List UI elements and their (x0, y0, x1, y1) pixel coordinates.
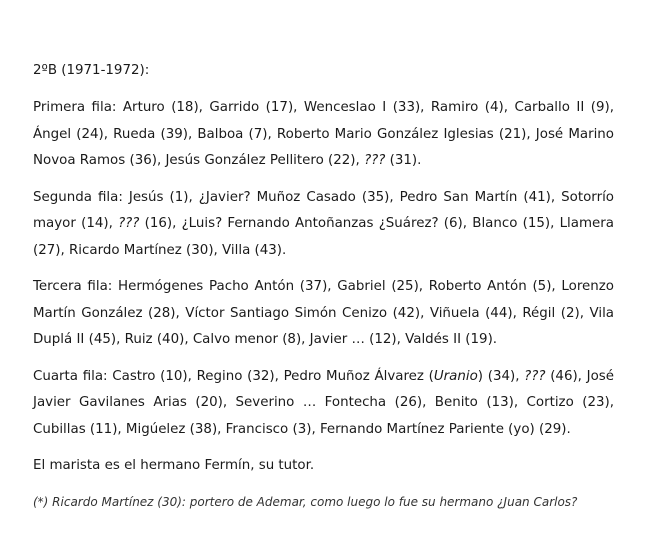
row-cuarta-text-b: ) (34), (477, 368, 525, 384)
row-segunda-text-b: (16), ¿Luis? Fernando Antoñanzas ¿Suárez? (6), Blanco (15), Llamera (27), Ricardo Martínez (30), Villa (43). (33, 216, 614, 258)
row-primera-tail: (31). (385, 153, 422, 168)
row-tercera: Tercera fila: Hermógenes Pacho Antón (37), Gabriel (25), Roberto Antón (5), Lorenzo Martín González (28), Víctor Santiago Simón Cenizo (42), Viñuela (44), Régil (2), Vila Duplá II (45), Ruiz (40), Calvo menor (8), Javier … (12), Valdés II (19). (33, 279, 614, 347)
unknown-name: ??? (364, 153, 386, 168)
row-primera (33, 95, 614, 175)
class-heading: 2ºB (1971-1972): (33, 63, 150, 78)
row-cuarta (33, 364, 614, 444)
row-segunda-text-a: Segunda fila: Jesús (1), ¿Javier? Muñoz Casado (35), Pedro San Martín (41), Sotorrío mayor (14), (33, 189, 614, 231)
footnote: (*) Ricardo Martínez (30): portero de Ademar, como luego lo fue su hermano ¿Juan Carlos? (33, 494, 578, 509)
row-segunda (33, 185, 614, 265)
row-cuarta-text-a: Cuarta fila: Castro (10), Regino (32), Pedro Muñoz Álvarez ( (33, 368, 434, 384)
tutor-note: El marista es el hermano Fermín, su tutor. (33, 458, 315, 473)
row-primera-text: Primera fila: Arturo (18), Garrido (17), Wenceslao I (33), Ramiro (4), Carballo II (9), Ángel (24), Rueda (39), Balboa (7), Roberto Mario González Iglesias (21), José Marino Novoa Ramos (36), Jesús González Pellitero (22), (33, 100, 614, 168)
unknown-name: ??? (118, 216, 140, 231)
unknown-name: ??? (524, 368, 546, 384)
nickname-uranio: Uranio (433, 368, 478, 384)
row-cuarta-text-c: (46), José Javier Gavilanes Arias (20), Severino … Fontecha (26), Benito (13), Cortizo (23), Cubillas (11), Migúelez (38), Francisco (3), Fernando Martínez Pariente (yo) (29). (33, 368, 614, 437)
